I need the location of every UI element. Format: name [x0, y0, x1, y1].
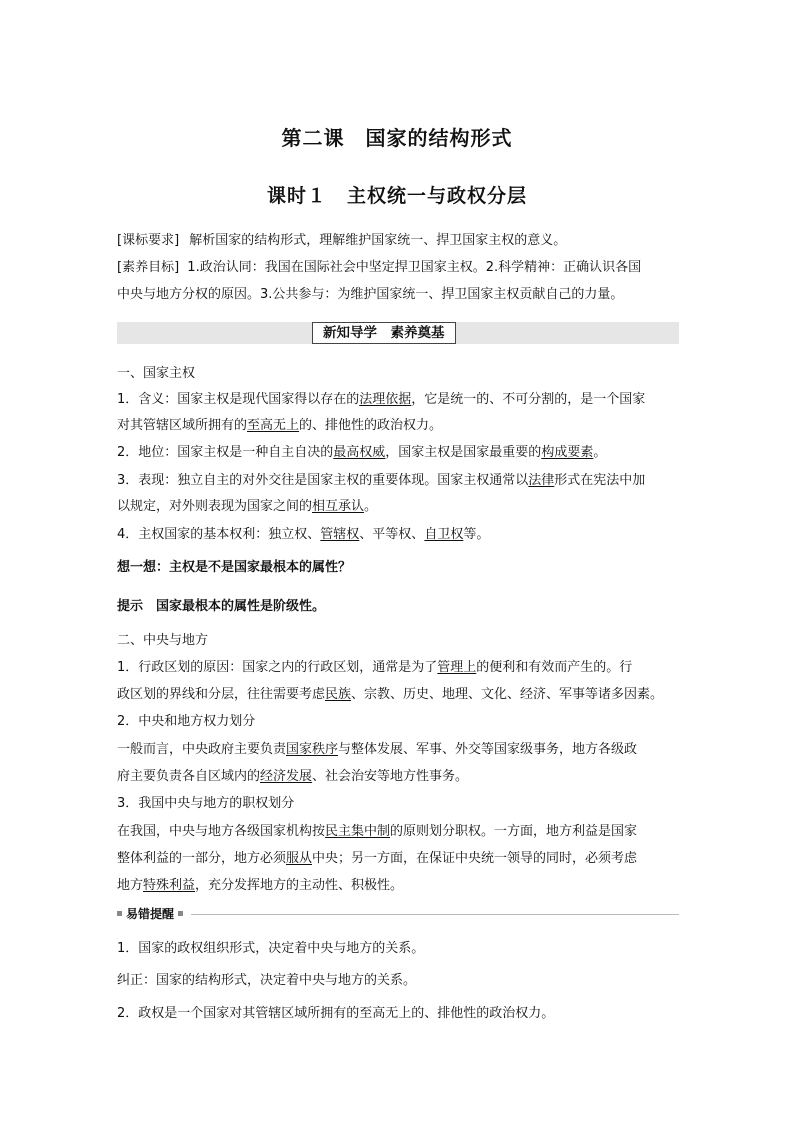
- section-banner: [117, 322, 679, 344]
- s2-p3: [117, 823, 679, 841]
- underlined-term: 管辖权: [320, 527, 360, 542]
- tip-item-1: 1．国家的政权组织形式，决定着中央与地方的关系。: [117, 941, 425, 956]
- text-run: 政区划的界线和分层，往往需要考虑: [117, 687, 326, 702]
- text-run: 以规定，对外则表现为国家之间的: [117, 499, 313, 514]
- s1-p3: [117, 472, 679, 490]
- text-run: 、社会治安等地方性事务。: [312, 769, 469, 784]
- text-run: 等。: [463, 527, 490, 542]
- underlined-term: 相互承认: [312, 499, 365, 514]
- underlined-term: 法理依据: [359, 392, 412, 407]
- tips-header: [117, 906, 191, 922]
- text-run: 的便利和有效而产生的。行: [476, 660, 633, 675]
- think-hint: 提示 国家最根本的属性是阶级性。: [117, 599, 326, 614]
- underlined-term: 法律: [528, 473, 555, 488]
- text-run: 4．主权国家的基本权利：独立权、: [117, 527, 321, 542]
- tips-divider: [117, 914, 679, 915]
- goals-text-1: 1.政治认同：我国在国际社会中坚定捍卫国家主权。2.科学精神：正确认识各国: [187, 260, 642, 275]
- s2-p2-title: 2．中央和地方权力划分: [117, 714, 256, 729]
- square-bullet-icon: [117, 911, 122, 916]
- text-run: 。: [593, 445, 607, 460]
- lesson-subtitle: 课时１ 主权统一与政权分层: [266, 185, 527, 207]
- text-run: 整体利益的一部分，地方必须: [117, 851, 287, 866]
- tips-label: 易错提醒: [126, 907, 175, 921]
- s2-p3c: [117, 877, 679, 895]
- s2-p1b: [117, 686, 679, 704]
- lesson-title: 第二课 国家的结构形式: [281, 126, 513, 150]
- text-run: ，它是统一的、不可分割的，是一个国家: [411, 392, 646, 407]
- square-bullet-icon: [178, 911, 183, 916]
- text-run: 与整体发展、军事、外交等国家级事务，地方各级政: [338, 742, 638, 757]
- underlined-term: 服从: [286, 851, 313, 866]
- section2-heading: 二、中央与地方: [117, 633, 209, 648]
- section1-heading: 一、国家主权: [117, 366, 196, 381]
- s1-p1b: [117, 417, 679, 435]
- s1-p4: [117, 526, 679, 544]
- text-run: 一般而言，中央政府主要负责: [117, 742, 287, 757]
- goals-line-2: 中央与地方分权的原因。3.公共参与：为维护国家统一、捍卫国家主权贡献自己的力量。: [117, 287, 624, 302]
- text-run: 1．含义：国家主权是现代国家得以存在的: [117, 392, 360, 407]
- s1-p1: [117, 391, 679, 409]
- text-run: 、宗教、历史、地理、文化、经济、军事等诸多因素。: [351, 687, 664, 702]
- underlined-term: 特殊利益: [143, 878, 196, 893]
- tip-item-2: 2．政权是一个国家对其管辖区域所拥有的至高无上的、排他性的政治权力。: [117, 1006, 555, 1021]
- think-question: 想一想：主权是不是国家最根本的属性？: [117, 560, 352, 575]
- underlined-term: 民族: [325, 687, 352, 702]
- underlined-term: 经济发展: [260, 769, 313, 784]
- underlined-term: 自卫权: [424, 527, 464, 542]
- text-run: 。: [364, 499, 378, 514]
- text-run: 对其管辖区域所拥有的: [117, 418, 248, 433]
- text-run: 中央；另一方面，在保证中央统一领导的同时，必须考虑: [312, 851, 638, 866]
- text-run: 、平等权、: [359, 527, 425, 542]
- underlined-term: 国家秩序: [286, 742, 339, 757]
- s2-p3b: [117, 850, 679, 868]
- goals-tag: [素养目标]: [117, 260, 180, 275]
- s2-p2: [117, 741, 679, 759]
- text-run: 形式在宪法中加: [554, 473, 646, 488]
- s1-p3b: [117, 498, 679, 516]
- s2-p2b: [117, 768, 679, 786]
- s2-p3-title: 3．我国中央与地方的职权划分: [117, 796, 295, 811]
- text-run: ，国家主权是国家最重要的: [385, 445, 542, 460]
- underlined-term: 民主集中制: [325, 824, 391, 839]
- text-run: 的、排他性的政治权力。: [299, 418, 443, 433]
- underlined-term: 至高无上: [247, 418, 300, 433]
- text-run: 1．行政区划的原因：国家之内的行政区划，通常是为了: [117, 660, 438, 675]
- text-run: 2．地位：国家主权是一种自主自决的: [117, 445, 334, 460]
- text-run: 在我国，中央与地方各级国家机构按: [117, 824, 326, 839]
- underlined-term: 最高权威: [333, 445, 386, 460]
- goals-line-1: [117, 259, 679, 277]
- text-run: 的原则划分职权。一方面，地方利益是国家: [390, 824, 638, 839]
- tip-fix-1: 纠正：国家的结构形式，决定着中央与地方的关系。: [117, 973, 417, 988]
- standards-tag: [课标要求]: [117, 233, 180, 248]
- banner-label: 新知导学 素养奠基: [312, 322, 456, 344]
- underlined-term: 构成要素: [541, 445, 594, 460]
- standards-text: 解析国家的结构形式，理解维护国家统一、捍卫国家主权的意义。: [189, 233, 567, 248]
- text-run: 3．表现：独立自主的对外交往是国家主权的重要体现。国家主权通常以: [117, 473, 529, 488]
- text-run: ，充分发挥地方的主动性、积极性。: [195, 878, 404, 893]
- text-run: 地方: [117, 878, 144, 893]
- s2-p1: [117, 659, 679, 677]
- s1-p2: [117, 444, 679, 462]
- underlined-term: 管理上: [437, 660, 477, 675]
- text-run: 府主要负责各自区域内的: [117, 769, 261, 784]
- standards-line: [117, 232, 679, 250]
